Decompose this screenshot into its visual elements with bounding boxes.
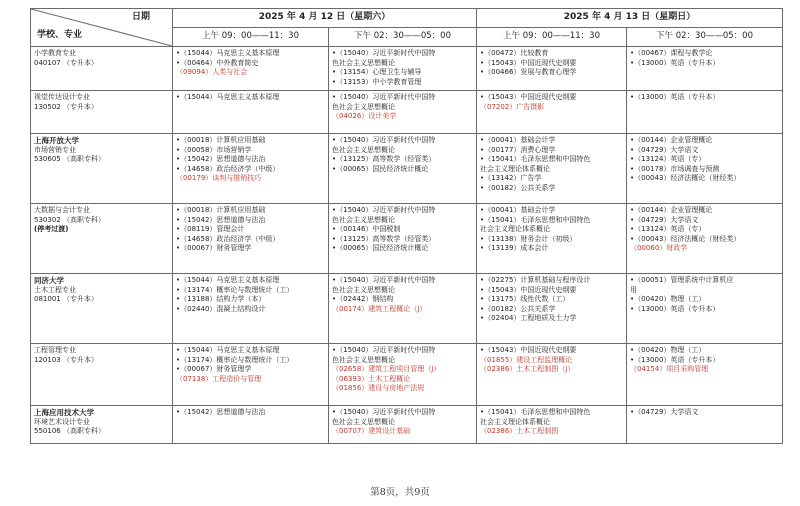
course-entry: 社会主义理论体系概论 — [480, 225, 551, 234]
exam-slot-cell — [627, 344, 783, 406]
course-entry: •（15040）习近平新时代中国特 — [332, 136, 436, 144]
course-entry: •（13174）概率论与数理统计（工） — [176, 285, 294, 294]
program-code: 120103 （专升本） — [34, 355, 98, 364]
course-entry: 色社会主义思想概论 — [332, 417, 395, 426]
program-name: 土木工程专业 — [34, 285, 76, 294]
course-entry: •（15043）中国近现代史纲要 — [480, 285, 577, 294]
course-entry: •（15041）毛泽东思想和中国特色 — [480, 215, 591, 224]
course-entry: •（13000）英语（专升本） — [630, 58, 720, 67]
program-cell — [31, 47, 173, 91]
course-entry: •（02442）钢结构 — [332, 295, 394, 304]
program-cell — [31, 91, 173, 134]
course-entry: •（02440）混凝土结构设计 — [176, 304, 266, 313]
exam-slot-cell — [329, 204, 477, 274]
course-entry-special: （09094）人类与社会 — [176, 68, 248, 77]
course-entry: •（13153）中小学教育管理 — [332, 77, 422, 86]
course-entry: •（00065）国民经济统计概论 — [332, 164, 429, 173]
course-entry: •（00472）比较教育 — [480, 49, 549, 57]
exam-slot-cell — [173, 274, 329, 344]
exam-slot-cell — [329, 344, 477, 406]
course-entry: •（00464）中外教育简史 — [176, 58, 259, 67]
course-entry-special: （07202）广告摄影 — [480, 102, 545, 111]
program-row — [31, 406, 783, 444]
slot-header: 下午 02：30——05：00 — [627, 28, 783, 47]
course-entry-special: （01855）建设工程监理概论 — [480, 355, 573, 364]
course-entry: •（15044）马克思主义基本原理 — [176, 93, 280, 101]
exam-schedule-table — [30, 8, 783, 444]
course-entry: •（15040）习近平新时代中国特 — [332, 408, 436, 416]
exam-slot-cell — [173, 47, 329, 91]
course-entry: •（00420）物理（工） — [630, 346, 706, 354]
course-entry: •（00041）基础会计学 — [480, 206, 556, 214]
course-entry: •（00043）经济法概论（财经类） — [630, 234, 741, 243]
program-code: 081001 （专升本） — [34, 295, 98, 304]
course-entry: •（15041）毛泽东思想和中国特色 — [480, 155, 591, 164]
course-entry: •（04729）大学语文 — [630, 408, 699, 416]
course-entry: •（13142）广告学 — [480, 174, 542, 183]
course-entry: •（02275）计算机基础与程序设计 — [480, 276, 591, 284]
course-entry-special: （00060）财政学 — [630, 244, 688, 253]
course-entry: •（13174）概率论与数理统计（工） — [176, 355, 294, 364]
course-entry: •（15040）习近平新时代中国特 — [332, 206, 436, 214]
course-entry: •（15044）马克思主义基本原理 — [176, 49, 280, 57]
course-entry: 色社会主义思想概论 — [332, 285, 395, 294]
exam-slot-cell — [173, 344, 329, 406]
course-entry: •（13124）英语（专） — [630, 155, 706, 164]
course-entry: •（00041）基础会计学 — [480, 136, 556, 144]
course-entry: •（13139）成本会计 — [480, 244, 549, 253]
program-cell — [31, 204, 173, 274]
course-entry: •（15044）马克思主义基本原理 — [176, 346, 280, 354]
exam-slot-cell — [477, 406, 627, 444]
exam-slot-cell — [329, 274, 477, 344]
exam-slot-cell — [627, 204, 783, 274]
program-cell — [31, 274, 173, 344]
course-entry: •（00058）市场营销学 — [176, 145, 252, 154]
course-entry: •（13124）英语（专） — [630, 225, 706, 234]
university-name: 上海应用技术大学 — [34, 408, 94, 417]
course-entry: •（00182）公共关系学 — [480, 304, 556, 313]
exam-slot-cell — [477, 344, 627, 406]
date-header-sun: 2025 年 4 月 13 日（星期日） — [477, 9, 783, 28]
program-name: 视觉传达设计专业 — [34, 93, 90, 101]
course-entry: •（13125）高等数学（经管类） — [332, 155, 436, 164]
exam-slot-cell — [627, 91, 783, 134]
course-entry: 色社会主义思想概论 — [332, 145, 395, 154]
course-entry: •（00177）消费心理学 — [480, 145, 556, 154]
course-entry-special: （00707）建筑设计基础 — [332, 427, 411, 436]
course-entry: •（00144）企业管理概论 — [630, 136, 713, 144]
program-row — [31, 134, 783, 204]
course-entry: •（00018）计算机应用基础 — [176, 136, 266, 144]
course-entry: •（15043）中国近现代史纲要 — [480, 346, 577, 354]
course-entry-special: （02658）建筑工程项目管理（J） — [332, 365, 441, 374]
program-name: 市场营销专业 — [34, 145, 76, 154]
program-row — [31, 204, 783, 274]
exam-slot-cell — [627, 47, 783, 91]
university-name: 同济大学 — [34, 276, 64, 285]
program-row — [31, 47, 783, 91]
course-entry: •（00144）企业管理概论 — [630, 206, 713, 214]
course-entry: •（00067）财务管理学 — [176, 365, 252, 374]
header-corner — [31, 9, 173, 47]
program-name: 环境艺术设计专业 — [34, 417, 90, 426]
program-name: 大数据与会计专业 — [34, 206, 90, 214]
course-entry: •（15040）习近平新时代中国特 — [332, 346, 436, 354]
exam-slot-cell — [329, 47, 477, 91]
exam-slot-cell — [477, 134, 627, 204]
slot-header: 上午 09：00——11：30 — [477, 28, 627, 47]
exam-slot-cell — [627, 134, 783, 204]
course-entry: •（04729）大学语文 — [630, 215, 699, 224]
course-entry: •（15042）思想道德与法治 — [176, 155, 266, 164]
course-entry: •（00467）课程与教学论 — [630, 49, 713, 57]
course-entry: 色社会主义思想概论 — [332, 355, 395, 364]
course-entry: •（14658）政治经济学（中级） — [176, 234, 280, 243]
course-entry-special: （02386）土木工程制图 — [480, 427, 559, 436]
course-entry: •（15040）习近平新时代中国特 — [332, 276, 436, 284]
course-entry: 社会主义理论体系概论 — [480, 417, 551, 426]
course-entry: •（02404）工程地质及土力学 — [480, 314, 577, 323]
course-entry: •（13000）英语（专升本） — [630, 93, 720, 101]
exam-slot-cell — [627, 406, 783, 444]
course-entry: •（00067）财务管理学 — [176, 244, 252, 253]
course-entry: •（00051）管理系统中计算机应 — [630, 276, 734, 284]
exam-slot-cell — [627, 274, 783, 344]
program-name: 小学教育专业 — [34, 49, 76, 57]
course-entry: 色社会主义思想概论 — [332, 215, 395, 224]
corner-school-label: 学校、专业 — [37, 30, 83, 41]
course-entry-special: （04026）设计美学 — [332, 112, 397, 121]
course-entry: •（15042）思想道德与法治 — [176, 215, 266, 224]
course-entry: •（13000）英语（专升本） — [630, 355, 720, 364]
course-entry: •（00182）公共关系学 — [480, 183, 556, 192]
program-row — [31, 274, 783, 344]
program-cell — [31, 344, 173, 406]
course-entry: •（13138）财务会计（初级） — [480, 234, 577, 243]
program-row — [31, 91, 783, 134]
course-entry: •（15043）中国近现代史纲要 — [480, 93, 577, 101]
course-entry: •（00043）经济法概论（财经类） — [630, 174, 741, 183]
exam-slot-cell — [477, 204, 627, 274]
course-entry: •（14658）政治经济学（中级） — [176, 164, 280, 173]
course-entry: •（13000）英语（专升本） — [630, 304, 720, 313]
corner-date-label: 日期 — [131, 12, 150, 22]
exam-slot-cell — [477, 91, 627, 134]
course-entry: •（15044）马克思主义基本原理 — [176, 276, 280, 284]
course-entry-special: （00174）建筑工程概论（J） — [332, 304, 427, 313]
exam-slot-cell — [173, 204, 329, 274]
course-entry: •（04729）大学语文 — [630, 145, 699, 154]
course-entry: •（15042）思想道德与法治 — [176, 408, 266, 416]
page-footer: 第8页，共9页 — [370, 487, 430, 498]
program-code: 530605 （高职专科） — [34, 155, 105, 164]
exam-slot-cell — [173, 134, 329, 204]
exam-slot-cell — [329, 406, 477, 444]
program-code: 550106 （高职专科） — [34, 427, 105, 436]
course-entry-special: （00179）谈判与推销技巧 — [176, 174, 262, 183]
course-entry: •（15041）毛泽东思想和中国特色 — [480, 408, 591, 416]
course-entry: •（08119）管理会计 — [176, 225, 245, 234]
course-entry: •（13175）线性代数（工） — [480, 295, 570, 304]
program-cell — [31, 134, 173, 204]
exam-slot-cell — [173, 406, 329, 444]
course-entry: •（13188）结构力学（本） — [176, 295, 266, 304]
slot-header: 上午 09：00——11：30 — [173, 28, 329, 47]
university-name: 上海开放大学 — [34, 136, 79, 145]
exam-slot-cell — [477, 47, 627, 91]
header-date-row — [31, 9, 783, 28]
program-note: (停考过渡) — [34, 225, 69, 234]
exam-slot-cell — [173, 91, 329, 134]
course-entry: •（00065）国民经济统计概论 — [332, 244, 429, 253]
course-entry: •（13125）高等数学（经管类） — [332, 234, 436, 243]
exam-slot-cell — [329, 134, 477, 204]
course-entry-special: （01856）建设与房地产法规 — [332, 384, 425, 393]
course-entry-special: （06393）土木工程概论 — [332, 374, 411, 383]
course-entry: •（13154）心理卫生与辅导 — [332, 68, 422, 77]
course-entry: •（00178）市场调查与预测 — [630, 164, 720, 173]
course-entry: 用 — [630, 285, 638, 294]
course-entry: 色社会主义思想概论 — [332, 102, 395, 111]
exam-slot-cell — [329, 91, 477, 134]
program-code: 530302 （高职专科） — [34, 215, 105, 224]
course-entry: •（00146）中国税制 — [332, 225, 401, 234]
program-code: 040107 （专升本） — [34, 58, 98, 67]
course-entry-special: （04154）项目采购管理 — [630, 365, 709, 374]
program-cell — [31, 406, 173, 444]
program-code: 130502 （专升本） — [34, 102, 98, 111]
course-entry: 色社会主义思想概论 — [332, 58, 395, 67]
course-entry: •（15040）习近平新时代中国特 — [332, 93, 436, 101]
exam-slot-cell — [477, 274, 627, 344]
date-header-sat: 2025 年 4 月 12 日（星期六） — [173, 9, 477, 28]
course-entry: •（00420）物理（工） — [630, 295, 706, 304]
program-name: 工程管理专业 — [34, 346, 76, 354]
course-entry-special: （02386）土木工程制图（J） — [480, 365, 575, 374]
course-entry: •（15040）习近平新时代中国特 — [332, 49, 436, 57]
course-entry-special: （07138）工程造价与管理 — [176, 374, 262, 383]
course-entry: •（15043）中国近现代史纲要 — [480, 58, 577, 67]
slot-header: 下午 02：30——05：00 — [329, 28, 477, 47]
course-entry: •（00018）计算机应用基础 — [176, 206, 266, 214]
program-row — [31, 344, 783, 406]
course-entry: 社会主义理论体系概论 — [480, 164, 551, 173]
course-entry: •（00466）发展与教育心理学 — [480, 68, 577, 77]
